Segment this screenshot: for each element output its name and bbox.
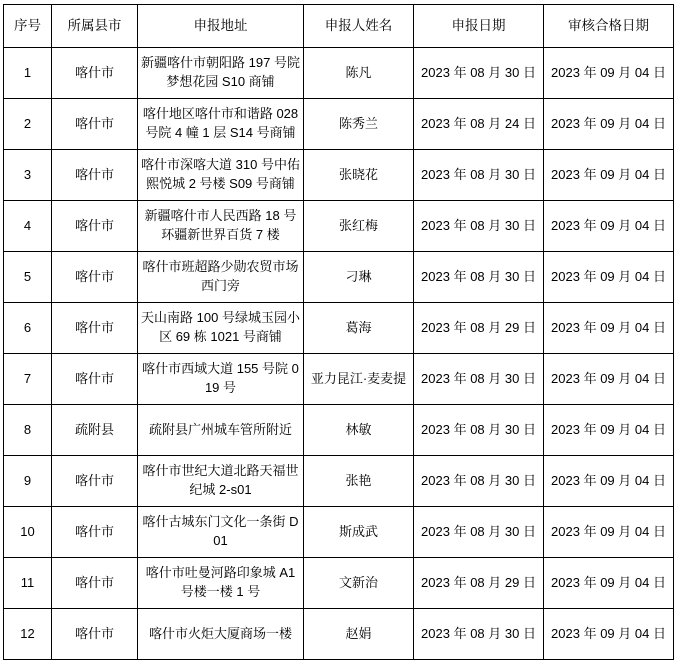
table-row [4, 303, 674, 354]
table-header [4, 5, 674, 48]
cell-review-date: 2023 年 09 月 04 日 [544, 354, 674, 405]
cell-address: 喀什市班超路少勋农贸市场西门旁 [138, 252, 304, 303]
cell-name: 张晓花 [304, 150, 414, 201]
table-row [4, 150, 674, 201]
cell-review-date: 2023 年 09 月 04 日 [544, 405, 674, 456]
table-body [4, 48, 674, 660]
cell-county: 喀什市 [52, 48, 138, 99]
cell-apply-date: 2023 年 08 月 30 日 [414, 456, 544, 507]
table-row [4, 507, 674, 558]
cell-county: 喀什市 [52, 252, 138, 303]
table-header-row [4, 5, 674, 48]
table-row [4, 48, 674, 99]
column-header-name: 申报人姓名 [304, 5, 414, 48]
cell-address: 新疆喀什市朝阳路 197 号院梦想花园 S10 商铺 [138, 48, 304, 99]
cell-review-date: 2023 年 09 月 04 日 [544, 201, 674, 252]
cell-address: 喀什地区喀什市和谐路 028 号院 4 幢 1 层 S14 号商铺 [138, 99, 304, 150]
cell-apply-date: 2023 年 08 月 30 日 [414, 405, 544, 456]
cell-name: 亚力昆江·麦麦提 [304, 354, 414, 405]
table-row [4, 609, 674, 660]
column-header-county: 所属县市 [52, 5, 138, 48]
cell-index: 8 [4, 405, 52, 456]
table-row [4, 99, 674, 150]
cell-county: 喀什市 [52, 150, 138, 201]
cell-index: 12 [4, 609, 52, 660]
cell-name: 刁琳 [304, 252, 414, 303]
cell-index: 3 [4, 150, 52, 201]
table-row [4, 354, 674, 405]
cell-index: 9 [4, 456, 52, 507]
cell-apply-date: 2023 年 08 月 30 日 [414, 609, 544, 660]
column-header-index: 序号 [4, 5, 52, 48]
cell-name: 张红梅 [304, 201, 414, 252]
cell-review-date: 2023 年 09 月 04 日 [544, 609, 674, 660]
column-header-review-date: 审核合格日期 [544, 5, 674, 48]
table-row [4, 201, 674, 252]
cell-name: 斯成武 [304, 507, 414, 558]
cell-county: 喀什市 [52, 201, 138, 252]
cell-address: 疏附县广州城车管所附近 [138, 405, 304, 456]
cell-review-date: 2023 年 09 月 04 日 [544, 252, 674, 303]
cell-name: 陈秀兰 [304, 99, 414, 150]
cell-county: 喀什市 [52, 558, 138, 609]
cell-index: 5 [4, 252, 52, 303]
cell-address: 喀什市吐曼河路印象城 A1 号楼一楼 1 号 [138, 558, 304, 609]
table-row [4, 405, 674, 456]
cell-apply-date: 2023 年 08 月 30 日 [414, 48, 544, 99]
table-row [4, 456, 674, 507]
cell-address: 喀什市世纪大道北路天福世纪城 2-s01 [138, 456, 304, 507]
cell-name: 张艳 [304, 456, 414, 507]
cell-index: 2 [4, 99, 52, 150]
cell-county: 喀什市 [52, 303, 138, 354]
cell-address: 天山南路 100 号绿城玉园小区 69 栋 1021 号商铺 [138, 303, 304, 354]
cell-address: 喀什市火炬大厦商场一楼 [138, 609, 304, 660]
declaration-table [3, 4, 674, 660]
cell-name: 陈凡 [304, 48, 414, 99]
cell-name: 林敏 [304, 405, 414, 456]
column-header-apply-date: 申报日期 [414, 5, 544, 48]
cell-review-date: 2023 年 09 月 04 日 [544, 48, 674, 99]
cell-index: 4 [4, 201, 52, 252]
cell-index: 7 [4, 354, 52, 405]
cell-review-date: 2023 年 09 月 04 日 [544, 303, 674, 354]
cell-index: 6 [4, 303, 52, 354]
cell-name: 赵娟 [304, 609, 414, 660]
cell-apply-date: 2023 年 08 月 29 日 [414, 558, 544, 609]
column-header-address: 申报地址 [138, 5, 304, 48]
cell-apply-date: 2023 年 08 月 29 日 [414, 303, 544, 354]
cell-county: 喀什市 [52, 354, 138, 405]
cell-apply-date: 2023 年 08 月 30 日 [414, 354, 544, 405]
cell-index: 11 [4, 558, 52, 609]
cell-apply-date: 2023 年 08 月 30 日 [414, 252, 544, 303]
cell-review-date: 2023 年 09 月 04 日 [544, 558, 674, 609]
cell-review-date: 2023 年 09 月 04 日 [544, 456, 674, 507]
cell-review-date: 2023 年 09 月 04 日 [544, 150, 674, 201]
cell-county: 疏附县 [52, 405, 138, 456]
cell-address: 喀什市深喀大道 310 号中佑熙悦城 2 号楼 S09 号商铺 [138, 150, 304, 201]
table-row [4, 558, 674, 609]
cell-name: 葛海 [304, 303, 414, 354]
cell-county: 喀什市 [52, 609, 138, 660]
cell-apply-date: 2023 年 08 月 30 日 [414, 201, 544, 252]
cell-name: 文新治 [304, 558, 414, 609]
cell-address: 喀什古城东门文化一条街 D01 [138, 507, 304, 558]
cell-county: 喀什市 [52, 99, 138, 150]
table-row [4, 252, 674, 303]
cell-county: 喀什市 [52, 456, 138, 507]
cell-apply-date: 2023 年 08 月 24 日 [414, 99, 544, 150]
cell-county: 喀什市 [52, 507, 138, 558]
cell-apply-date: 2023 年 08 月 30 日 [414, 150, 544, 201]
cell-review-date: 2023 年 09 月 04 日 [544, 507, 674, 558]
cell-index: 10 [4, 507, 52, 558]
cell-index: 1 [4, 48, 52, 99]
cell-address: 新疆喀什市人民西路 18 号环疆新世界百货 7 楼 [138, 201, 304, 252]
cell-apply-date: 2023 年 08 月 30 日 [414, 507, 544, 558]
cell-review-date: 2023 年 09 月 04 日 [544, 99, 674, 150]
cell-address: 喀什市西域大道 155 号院 019 号 [138, 354, 304, 405]
